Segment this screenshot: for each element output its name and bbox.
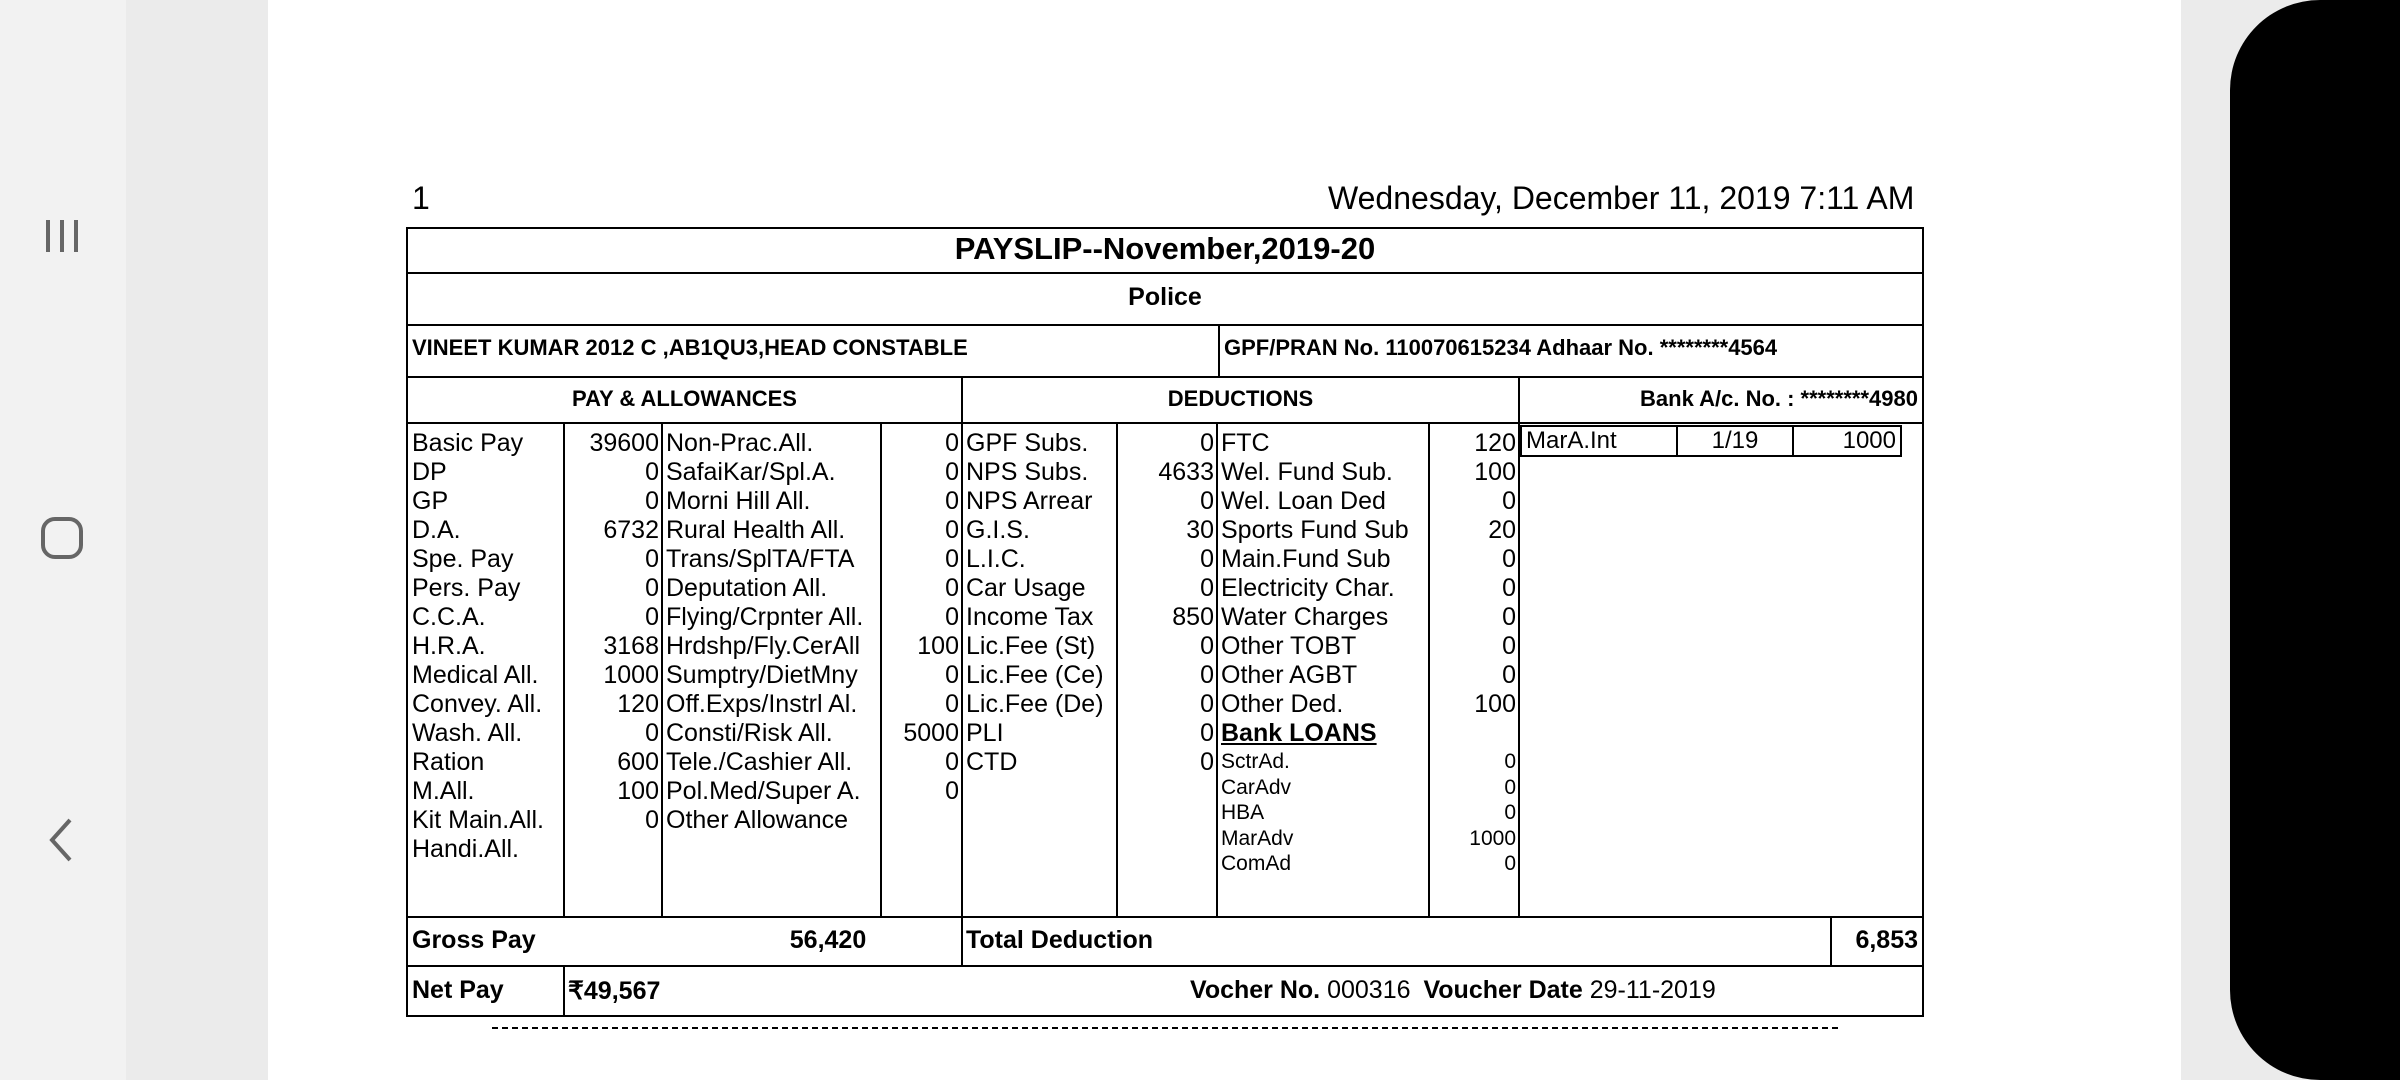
voucher-date: 29-11-2019 <box>1589 976 1716 1004</box>
deduction-label: Electricity Char. <box>1221 574 1395 602</box>
pay-labels-2 <box>666 429 878 835</box>
pay-label: Flying/Crpnter All. <box>666 603 864 631</box>
deduction-value: 30 <box>1186 516 1214 544</box>
deduction-label: Lic.Fee (St) <box>966 632 1096 660</box>
deduction-value: 0 <box>1502 632 1516 660</box>
pay-label: Off.Exps/Instrl Al. <box>666 690 858 718</box>
deduction-value: 0 <box>1200 632 1214 660</box>
deduction-label: CTD <box>966 748 1018 776</box>
deduction-value: 0 <box>1200 719 1214 747</box>
pay-value: 0 <box>945 661 959 689</box>
deduction-value: 850 <box>1172 603 1214 631</box>
pay-label: DP <box>412 458 447 486</box>
deduction-label: Other Ded. <box>1221 690 1344 718</box>
net-pay-label: Net Pay <box>412 976 504 1004</box>
deduction-value: 0 <box>1502 661 1516 689</box>
pay-value: 0 <box>945 429 959 457</box>
pay-label: H.R.A. <box>412 632 486 660</box>
pay-label: Morni Hill All. <box>666 487 811 515</box>
pay-value: 0 <box>945 458 959 486</box>
pay-value: 100 <box>617 777 659 805</box>
viewer-background <box>126 0 268 1080</box>
loan-label: SctrAd. <box>1221 750 1290 773</box>
pay-value: 0 <box>945 690 959 718</box>
pay-value: 39600 <box>589 429 659 457</box>
pay-value: 0 <box>645 487 659 515</box>
pay-value: 0 <box>645 603 659 631</box>
pay-label: Hrdshp/Fly.CerAll <box>666 632 861 660</box>
pay-label: Sumptry/DietMny <box>666 661 858 689</box>
pay-label: Kit Main.All. <box>412 806 544 834</box>
employee-details: VINEET KUMAR 2012 C ,AB1QU3,HEAD CONSTABLE <box>412 335 968 360</box>
loan-label: CarAdv <box>1221 775 1292 799</box>
cut-line <box>492 1027 1838 1029</box>
pay-label: Convey. All. <box>412 690 543 718</box>
mar-int-installment: 1/19 <box>1676 425 1794 457</box>
deduction-value: 0 <box>1502 603 1516 631</box>
gross-pay-value: 56,420 <box>789 926 867 954</box>
pay-value: 0 <box>945 574 959 602</box>
pay-label: M.All. <box>412 777 475 805</box>
deduction-value: 20 <box>1488 516 1516 544</box>
screen-corner <box>2230 0 2400 1080</box>
bank-loan-labels <box>1221 749 1371 877</box>
android-navigation-bar <box>0 0 126 1080</box>
deduction-label: Water Charges <box>1221 603 1389 631</box>
pay-label: Spe. Pay <box>412 545 514 573</box>
pay-value: 0 <box>645 458 659 486</box>
pay-label: GP <box>412 487 449 515</box>
gross-pay-label: Gross Pay <box>412 926 536 954</box>
pay-label: Rural Health All. <box>666 516 846 544</box>
deduction-label: Lic.Fee (Ce) <box>966 661 1104 689</box>
deduction-value: 0 <box>1502 487 1516 515</box>
deduction-label: Wel. Loan Ded <box>1221 487 1386 515</box>
pay-value: 0 <box>945 545 959 573</box>
pay-label: Other Allowance <box>666 806 849 834</box>
pay-value: 600 <box>617 748 659 776</box>
pay-label: Non-Prac.All. <box>666 429 814 457</box>
pay-label: Tele./Cashier All. <box>666 748 853 776</box>
pay-value: 0 <box>945 487 959 515</box>
bank-account-number: Bank A/c. No. : ********4980 <box>1640 386 1918 411</box>
bank-loan-values <box>1432 749 1516 877</box>
loan-value: 0 <box>1504 801 1516 824</box>
pay-value: 0 <box>945 777 959 805</box>
payslip-title: PAYSLIP--November,2019-20 <box>954 231 1376 266</box>
recent-apps-icon[interactable] <box>30 204 94 268</box>
deduction-value: 0 <box>1200 429 1214 457</box>
loan-label: ComAd <box>1221 852 1292 875</box>
loan-value: 1000 <box>1469 826 1516 850</box>
deduction-value: 0 <box>1200 487 1214 515</box>
loan-label: MarAdv <box>1221 826 1294 850</box>
pay-labels-1 <box>412 429 560 864</box>
pay-value: 0 <box>645 806 659 834</box>
pay-value: 0 <box>945 516 959 544</box>
voucher-date-label: Voucher Date <box>1423 976 1583 1004</box>
document-page[interactable] <box>268 0 2181 1080</box>
deduction-label: PLI <box>966 719 1004 747</box>
deduction-label: Main.Fund Sub <box>1221 545 1391 573</box>
pay-label: Handi.All. <box>412 835 519 863</box>
total-deduction-value: 6,853 <box>1855 926 1918 954</box>
pay-value: 100 <box>917 632 959 660</box>
deduction-label: Wel. Fund Sub. <box>1221 458 1393 486</box>
deduction-values-1 <box>1120 429 1214 777</box>
loan-value: 0 <box>1504 750 1516 773</box>
payslip-table <box>406 227 1924 1017</box>
deduction-label: NPS Subs. <box>966 458 1089 486</box>
print-datetime: Wednesday, December 11, 2019 7:11 AM <box>1328 180 1915 216</box>
pay-allowances-header: PAY & ALLOWANCES <box>572 386 797 411</box>
pay-label: Pers. Pay <box>412 574 521 602</box>
deduction-value: 4633 <box>1158 458 1214 486</box>
deduction-labels-2 <box>1221 429 1426 748</box>
pay-value: 0 <box>645 545 659 573</box>
pay-value: 3168 <box>603 632 659 660</box>
deduction-label: Other AGBT <box>1221 661 1358 689</box>
pay-value: 0 <box>945 748 959 776</box>
deduction-label: L.I.C. <box>966 545 1026 573</box>
pay-values-2 <box>884 429 959 806</box>
gpf-adhaar-number: GPF/PRAN No. 110070615234 Adhaar No. ********4564 <box>1224 335 1778 360</box>
back-icon[interactable] <box>30 808 94 872</box>
pay-value: 5000 <box>903 719 959 747</box>
pay-label: Medical All. <box>412 661 539 689</box>
pay-value: 0 <box>645 574 659 602</box>
mar-int-label: MarA.Int <box>1520 425 1678 457</box>
deduction-value: 100 <box>1474 690 1516 718</box>
total-deduction-label: Total Deduction <box>966 926 1154 954</box>
mar-int-amount: 1000 <box>1792 425 1902 457</box>
bank-loans-heading: Bank LOANS <box>1221 719 1377 747</box>
deduction-label: Other TOBT <box>1221 632 1357 660</box>
pay-label: Trans/SplTA/FTA <box>666 545 855 573</box>
pay-label: Ration <box>412 748 485 776</box>
deduction-labels-1 <box>966 429 1114 777</box>
pay-value: 120 <box>617 690 659 718</box>
net-pay-value: ₹49,567 <box>568 977 661 1005</box>
loan-value: 0 <box>1504 852 1516 875</box>
deduction-values-2 <box>1432 429 1516 719</box>
pay-label: Consti/Risk All. <box>666 719 833 747</box>
home-icon[interactable] <box>30 506 94 570</box>
pay-value: 6732 <box>603 516 659 544</box>
deduction-label: Sports Fund Sub <box>1221 516 1409 544</box>
voucher-no-label: Vocher No. <box>1190 976 1321 1004</box>
deduction-label: Income Tax <box>966 603 1094 631</box>
deduction-value: 0 <box>1200 661 1214 689</box>
pay-value: 1000 <box>603 661 659 689</box>
pay-label: Deputation All. <box>666 574 828 602</box>
deduction-value: 0 <box>1502 574 1516 602</box>
deduction-label: G.I.S. <box>966 516 1030 544</box>
deduction-value: 0 <box>1200 690 1214 718</box>
loan-value: 0 <box>1504 775 1516 799</box>
pay-label: C.C.A. <box>412 603 486 631</box>
deduction-label: Lic.Fee (De) <box>966 690 1104 718</box>
deduction-label: GPF Subs. <box>966 429 1089 457</box>
deduction-label: Car Usage <box>966 574 1086 602</box>
page-number: 1 <box>412 180 430 216</box>
pay-values-1 <box>566 429 659 835</box>
pay-label: Wash. All. <box>412 719 523 747</box>
voucher-info <box>1190 976 1716 1005</box>
voucher-no: 000316 <box>1327 976 1411 1004</box>
deduction-label: FTC <box>1221 429 1270 457</box>
deduction-value: 0 <box>1502 545 1516 573</box>
deduction-value: 100 <box>1474 458 1516 486</box>
loan-label: HBA <box>1221 801 1265 824</box>
pay-value: 0 <box>945 603 959 631</box>
deduction-value: 0 <box>1200 545 1214 573</box>
department-name: Police <box>1128 283 1202 311</box>
pay-label: SafaiKar/Spl.A. <box>666 458 836 486</box>
deduction-value: 120 <box>1474 429 1516 457</box>
pay-label: Pol.Med/Super A. <box>666 777 861 805</box>
deductions-header: DEDUCTIONS <box>1167 386 1314 411</box>
deduction-value: 0 <box>1200 748 1214 776</box>
deduction-label: NPS Arrear <box>966 487 1093 515</box>
pay-label: D.A. <box>412 516 461 544</box>
deduction-value: 0 <box>1200 574 1214 602</box>
pay-label: Basic Pay <box>412 429 524 457</box>
pay-value: 0 <box>645 719 659 747</box>
